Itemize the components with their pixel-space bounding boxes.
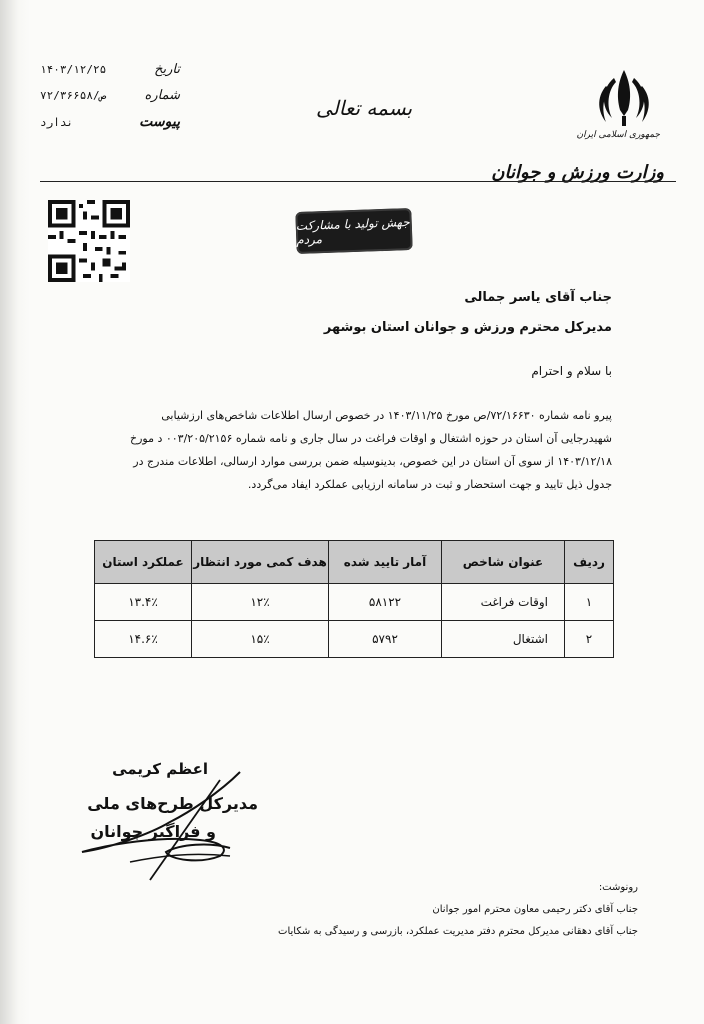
col-header-target: هدف کمی مورد انتظار [192, 541, 329, 584]
date-row [40, 62, 180, 88]
body-line: ۱۴۰۳/۱۲/۱۸ از سوی آن استان در این خصوص، بدینوسیله ضمن بررسی موارد ارسالی، اطلاعات مندرج در [133, 455, 612, 468]
qr-code-icon [48, 200, 130, 282]
cell-confirmed-stats: ۵۷۹۲ [329, 621, 442, 658]
page-edge-shadow [0, 0, 30, 1024]
table-row [95, 621, 614, 658]
table-header-row [95, 541, 614, 584]
recipient-name: جناب آقای یاسر جمالی [464, 290, 612, 305]
col-header-row-number: ردیف [565, 541, 614, 584]
ministry-name: وزارت ورزش و جوانان [491, 162, 664, 183]
date-label: تاریخ [154, 62, 180, 77]
signatory-title: مدیرکل طرح‌های ملی [87, 794, 258, 813]
col-header-performance: عملکرد استان [95, 541, 192, 584]
letter-body [0, 404, 612, 496]
date-value: ۱۴۰۳/۱۲/۲۵ [40, 63, 107, 76]
cc-item: جناب آقای دهقانی مدیرکل محترم دفتر مدیریت عملکرد، بازرسی و رسیدگی به شکایات [278, 926, 638, 937]
country-name: جمهوری اسلامی ایران [576, 130, 660, 140]
recipient-title: مدیرکل محترم ورزش و جوانان استان بوشهر [323, 320, 612, 335]
body-line: جدول ذیل تایید و جهت استحضار و ثبت در سامانه ارزیابی عملکرد ایفاد می‌گردد. [247, 478, 612, 491]
attachment-value: ندارد [40, 116, 74, 129]
attachment-row [40, 114, 180, 140]
cell-indicator: اوقات فراغت [442, 584, 565, 621]
cell-row-number: ۱ [565, 584, 614, 621]
cc-item: جناب آقای دکتر رحیمی معاون محترم امور جوانان [432, 904, 638, 915]
table-row [95, 584, 614, 621]
body-line: پیرو نامه شماره ۷۲/۱۶۶۳۰/ص مورخ ۱۴۰۳/۱۱/۲۵ در خصوص ارسال اطلاعات شاخص‌های ارزشیابی [161, 409, 612, 422]
col-header-indicator: عنوان شاخص [442, 541, 565, 584]
col-header-confirmed-stats: آمار تایید شده [329, 541, 442, 584]
body-line: شهیدرجایی آن استان در حوزه اشتغال و اوقات فراغت در سال جاری و نامه شماره ۰۰۳/۲۰۵/۲۱۵۶ د مورخ [129, 432, 612, 445]
cell-target: ۱۵٪ [192, 621, 329, 658]
cell-target: ۱۲٪ [192, 584, 329, 621]
number-label: شماره [144, 88, 180, 103]
letter-meta [40, 62, 180, 140]
attachment-label: پیوست [139, 114, 180, 130]
cc-label: رونوشت: [598, 882, 638, 893]
cell-row-number: ۲ [565, 621, 614, 658]
signatory-name: اعظم کریمی [112, 760, 208, 778]
number-value: ۷۲/۳۶۶۵۸/ص [40, 89, 107, 102]
greeting: با سلام و احترام [531, 364, 612, 378]
header-divider [40, 181, 676, 182]
number-row [40, 88, 180, 114]
signatory-title-cont: و فراگیر جوانان [90, 822, 216, 841]
iran-emblem-icon [592, 66, 656, 128]
cell-indicator: اشتغال [442, 621, 565, 658]
bismillah: بسمه تعالی [316, 96, 413, 120]
slogan-badge: جهش تولید با مشارکت مردم [295, 208, 412, 254]
cell-confirmed-stats: ۵۸۱۲۲ [329, 584, 442, 621]
kpi-table [94, 540, 614, 658]
cell-performance: ۱۳.۴٪ [95, 584, 192, 621]
cell-performance: ۱۴.۶٪ [95, 621, 192, 658]
